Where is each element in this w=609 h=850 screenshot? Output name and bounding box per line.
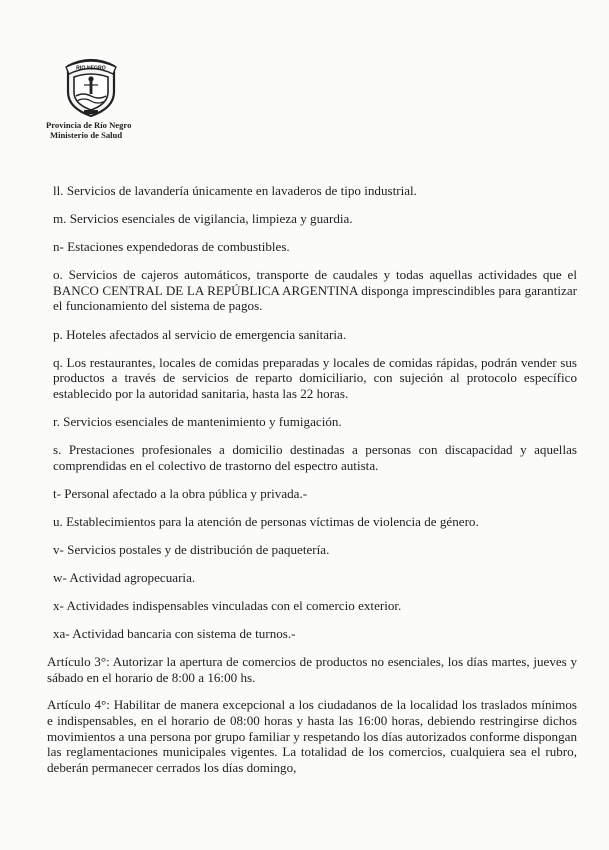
item-x: x- Actividades indispensables vinculadas con el comercio exterior. <box>53 598 402 614</box>
item-q: q. Los restaurantes, locales de comidas preparadas y locales de comidas rápidas, podrán vender sus productos a través de servicios de reparto domiciliario, con sujeción al protocolo específico establecido por la autoridad sanitaria, hasta las 22 horas. <box>53 354 577 401</box>
article-4: Artículo 4°: Habilitar de manera excepcional a los ciudadanos de la localidad los traslados mínimos e indispensables, en el horario de 08:00 horas y hasta las 16:00 horas, debiendo restringirse dichos movimientos a una persona por grupo familiar y respetando los días autorizados conforme dispongan las reglamentaciones municipales vigentes. La totalidad de los comercios, cualquiera sea el rubro, deberán permanecer cerrados los días domingo, <box>47 697 577 775</box>
ministry-name: Ministerio de Salud <box>50 130 123 140</box>
province-name: Provincia de Río Negro <box>46 120 132 130</box>
item-n: n- Estaciones expendedoras de combustibles. <box>53 239 290 255</box>
item-ll: ll. Servicios de lavandería únicamente en lavaderos de tipo industrial. <box>53 183 417 198</box>
item-o: o. Servicios de cajeros automáticos, transporte de caudales y todas aquellas actividades que el BANCO CENTRAL DE LA REPÚBLICA ARGENTINA disponga imprescindibles para garantizar el funcionamiento del sistema de pagos. <box>53 267 577 314</box>
letterhead-text <box>46 120 166 140</box>
item-u: u. Establecimientos para la atención de personas víctimas de violencia de género. <box>53 513 479 529</box>
document-body <box>47 183 577 787</box>
item-xa: xa- Actividad bancaria con sistema de turnos.- <box>53 626 296 642</box>
item-p: p. Hoteles afectados al servicio de emergencia sanitaria. <box>53 326 347 342</box>
province-seal-icon <box>62 52 120 118</box>
article-3: Artículo 3°: Autorizar la apertura de comercios de productos no esenciales, los días martes, jueves y sábado en el horario de 8:00 a 16:00 hs. <box>47 654 577 685</box>
item-t: t- Personal afectado a la obra pública y privada.- <box>53 485 308 501</box>
item-m: m. Servicios esenciales de vigilancia, limpieza y guardia. <box>53 211 353 227</box>
seal-text: RIO NEGRO <box>76 65 106 72</box>
item-r: r. Servicios esenciales de mantenimiento y fumigación. <box>53 413 342 429</box>
item-s: s. Prestaciones profesionales a domicilio destinadas a personas con discapacidad y aquellas comprendidas en el colectivo de trastorno del espectro autista. <box>53 442 577 473</box>
item-w: w- Actividad agropecuaria. <box>53 570 196 585</box>
item-v: v- Servicios postales y de distribución de paquetería. <box>53 541 330 557</box>
